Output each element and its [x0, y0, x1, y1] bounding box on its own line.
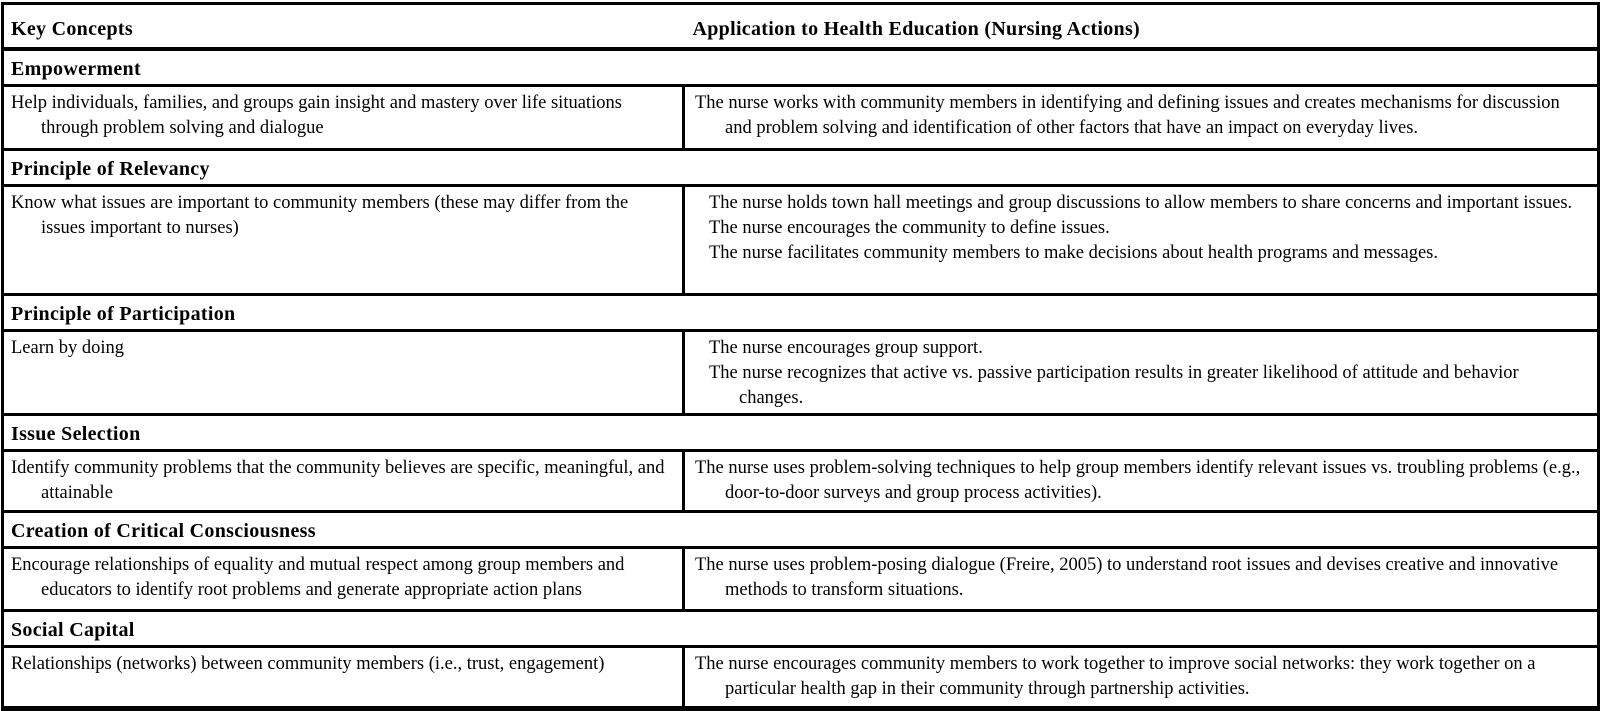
concept-text: Learn by doing	[11, 338, 125, 358]
table-row	[3, 186, 1599, 295]
action-text: The nurse encourages the community to define issues.	[709, 218, 1110, 238]
concept-cell	[3, 186, 684, 295]
section-title-social-capital: Social Capital	[3, 611, 1599, 647]
table-row	[3, 86, 1599, 150]
table-row	[3, 451, 1599, 512]
action-text: The nurse uses problem-posing dialogue (Freire, 2005) to understand root issues and devises creative and innovative methods to transform situations.	[695, 555, 1559, 600]
actions-cell	[684, 451, 1599, 512]
section-row	[3, 150, 1599, 186]
actions-cell	[684, 647, 1599, 709]
action-text: The nurse recognizes that active vs. passive participation results in greater likelihood of attitude and behavior changes.	[709, 363, 1519, 408]
concept-text: Encourage relationships of equality and mutual respect among group members and educators to identify root problems and generate appropriate action plans	[11, 555, 625, 600]
actions-cell	[684, 186, 1599, 295]
section-title-issue-selection: Issue Selection	[3, 415, 1599, 451]
actions-cell	[684, 331, 1599, 415]
concept-cell	[3, 451, 684, 512]
section-row	[3, 512, 1599, 548]
section-row	[3, 295, 1599, 331]
actions-cell	[684, 86, 1599, 150]
column-header-key-concepts: Key Concepts	[3, 4, 684, 50]
concept-cell	[3, 548, 684, 611]
section-title-relevancy: Principle of Relevancy	[3, 150, 1599, 186]
action-text: The nurse uses problem-solving techniques to help group members identify relevant issues vs. troubling problems (e.g., door-to-door surveys and group process activities).	[695, 458, 1581, 503]
concept-cell	[3, 331, 684, 415]
concept-text: Help individuals, families, and groups gain insight and mastery over life situations through problem solving and dialogue	[11, 93, 622, 138]
table-row	[3, 548, 1599, 611]
section-title-empowerment: Empowerment	[3, 49, 1599, 86]
section-title-critical-consciousness: Creation of Critical Consciousness	[3, 512, 1599, 548]
concept-text: Know what issues are important to community members (these may differ from the issues important to nurses)	[11, 193, 629, 238]
section-row	[3, 49, 1599, 86]
action-text: The nurse encourages group support.	[709, 338, 983, 358]
action-text: The nurse works with community members in identifying and defining issues and creates mechanisms for discussion and problem solving and identification of other factors that have an impact on everyday lives.	[695, 93, 1560, 138]
concepts-table	[1, 2, 1600, 711]
concept-text: Identify community problems that the community believes are specific, meaningful, and attainable	[11, 458, 665, 503]
table-header-row	[3, 4, 1599, 50]
concept-cell	[3, 647, 684, 709]
table-row	[3, 647, 1599, 709]
concept-cell	[3, 86, 684, 150]
section-title-participation: Principle of Participation	[3, 295, 1599, 331]
action-text: The nurse holds town hall meetings and group discussions to allow members to share concerns and important issues.	[709, 193, 1573, 213]
actions-cell	[684, 548, 1599, 611]
action-text: The nurse encourages community members to work together to improve social networks: they work together on a particular health gap in their community through partnership activities.	[695, 654, 1536, 699]
action-text: The nurse facilitates community members to make decisions about health programs and messages.	[709, 243, 1439, 263]
section-row	[3, 611, 1599, 647]
column-header-application: Application to Health Education (Nursing Actions)	[684, 4, 1599, 50]
section-row	[3, 415, 1599, 451]
table-row	[3, 331, 1599, 415]
concept-text: Relationships (networks) between community members (i.e., trust, engagement)	[11, 654, 605, 674]
